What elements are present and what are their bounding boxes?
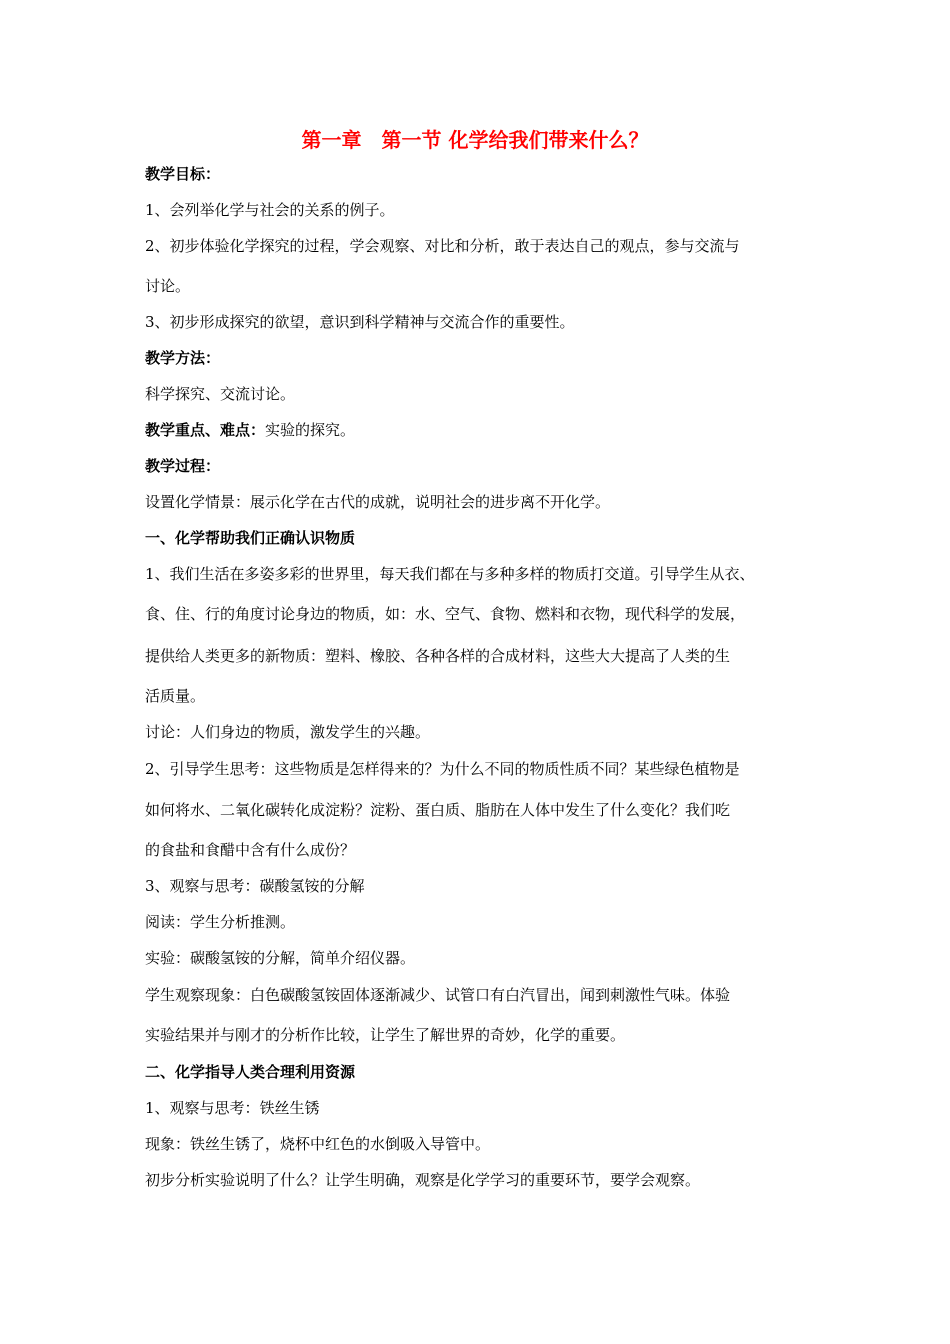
section2-heading: 二、化学指导人类合理利用资源	[145, 1063, 356, 1081]
section1-line: 2、引导学生思考：这些物质是怎样得来的？为什么不同的物质性质不同？某些绿色植物是	[145, 760, 740, 778]
section1-line: 1、我们生活在多姿多彩的世界里，每天我们都在与多种多样的物质打交道。引导学生从衣、	[145, 565, 755, 583]
goal-item: 3、初步形成探究的欲望，意识到科学精神与交流合作的重要性。	[145, 313, 575, 331]
section1-heading: 一、化学帮助我们正确认识物质	[145, 529, 356, 547]
section1-line: 学生观察现象：白色碳酸氢铵固体逐渐减少、试管口有白汽冒出，闻到刺激性气味。体验	[145, 986, 731, 1004]
goal-item: 2、初步体验化学探究的过程，学会观察、对比和分析，敢于表达自己的观点，参与交流与	[145, 237, 740, 255]
key-points-line	[145, 419, 845, 441]
section2-line: 现象：铁丝生锈了，烧杯中红色的水倒吸入导管中。	[145, 1135, 491, 1153]
goal-item: 讨论。	[145, 277, 191, 295]
section1-line: 的食盐和食醋中含有什么成份？	[145, 841, 356, 859]
key-points-heading: 教学重点、难点：	[145, 421, 266, 439]
document-title: 第一章 第一节 化学给我们带来什么？	[301, 128, 649, 152]
section2-line: 1、观察与思考：铁丝生锈	[145, 1099, 320, 1117]
section1-line: 活质量。	[145, 687, 206, 705]
section2-line: 初步分析实验说明了什么？让学生明确，观察是化学学习的重要环节，要学会观察。	[145, 1171, 701, 1189]
section1-line: 提供给人类更多的新物质：塑料、橡胶、各种各样的合成材料，这些大大提高了人类的生	[145, 647, 731, 665]
section1-line: 如何将水、二氧化碳转化成淀粉？淀粉、蛋白质、脂肪在人体中发生了什么变化？我们吃	[145, 801, 731, 819]
teaching-goals-heading: 教学目标：	[145, 165, 221, 183]
section1-line: 阅读：学生分析推测。	[145, 913, 296, 931]
teaching-method-heading: 教学方法：	[145, 349, 221, 367]
section1-line: 3、观察与思考：碳酸氢铵的分解	[145, 877, 365, 895]
section1-line: 实验：碳酸氢铵的分解，简单介绍仪器。	[145, 949, 416, 967]
section1-line: 食、住、行的角度讨论身边的物质，如：水、空气、食物、燃料和衣物，现代科学的发展，	[145, 605, 746, 623]
section1-line: 实验结果并与刚才的分析作比较，让学生了解世界的奇妙，化学的重要。	[145, 1026, 626, 1044]
key-points-text: 实验的探究。	[265, 421, 356, 439]
process-intro: 设置化学情景：展示化学在古代的成就，说明社会的进步离不开化学。	[145, 493, 611, 511]
goal-item: 1、会列举化学与社会的关系的例子。	[145, 201, 395, 219]
section1-line: 讨论：人们身边的物质，激发学生的兴趣。	[145, 723, 431, 741]
teaching-method-text: 科学探究、交流讨论。	[145, 385, 296, 403]
process-heading: 教学过程：	[145, 457, 221, 475]
